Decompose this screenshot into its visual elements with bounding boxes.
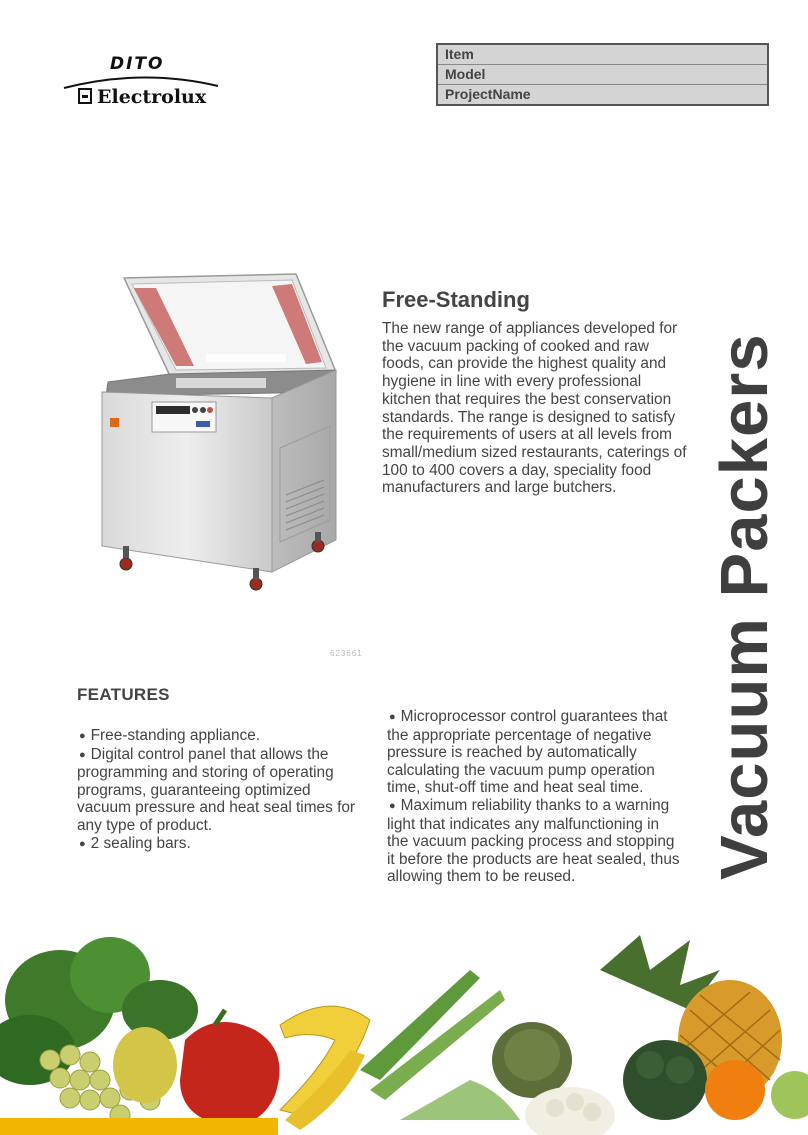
electrolux-dito-logo — [62, 52, 222, 112]
footer-accent-bar — [0, 1118, 278, 1135]
features-list-left — [77, 727, 359, 853]
info-row-project-name: ProjectName — [445, 86, 531, 102]
product-heading: Free-Standing — [382, 287, 530, 312]
list-item: ● Digital control panel that allows the programming and storing of operating programs, guaranteeing optimized vacuum pressure and heat seal times for any type of product. — [77, 746, 359, 835]
electrolux-wordmark — [78, 86, 206, 108]
dito-logo-text: DITO — [110, 54, 165, 74]
list-item: ● Maximum reliability thanks to a warning light that indicates any malfunctioning in the vacuum packing process and stopping it before the products are heat sealed, thus allowing them to be reused. — [387, 797, 682, 886]
vacuum-packer-image — [96, 270, 346, 600]
info-table — [436, 43, 769, 106]
image-code: 623661 — [330, 649, 363, 658]
list-item: ● Free-standing appliance. — [77, 727, 359, 746]
features-heading: FEATURES — [77, 685, 170, 704]
info-row-item: Item — [438, 45, 767, 65]
list-item: ● 2 sealing bars. — [77, 835, 359, 854]
vertical-category-title: Vacuum Packers — [707, 333, 782, 880]
list-item: ● Microprocessor control guarantees that the appropriate percentage of negative pressure is reached by automatically calculating the vacuum pump operation time, shut-off time and heat seal time. — [387, 708, 682, 797]
features-list-right — [387, 708, 682, 886]
product-description: The new range of appliances developed for the vacuum packing of cooked and raw foods, can provide the highest quality and hygiene in line with every professional kitchen that requires the best conservation standards. The range is designed to satisfy the requirements of users at all levels from small/medium sized restaurants, caterings of 100 to 400 covers a day, speciality food manufacturers and large butchers. — [382, 320, 687, 497]
info-row-model: Model — [438, 65, 767, 85]
electrolux-text: Electrolux — [97, 86, 207, 108]
vegetables-illustration — [0, 930, 808, 1135]
electrolux-mark-icon — [78, 88, 92, 104]
